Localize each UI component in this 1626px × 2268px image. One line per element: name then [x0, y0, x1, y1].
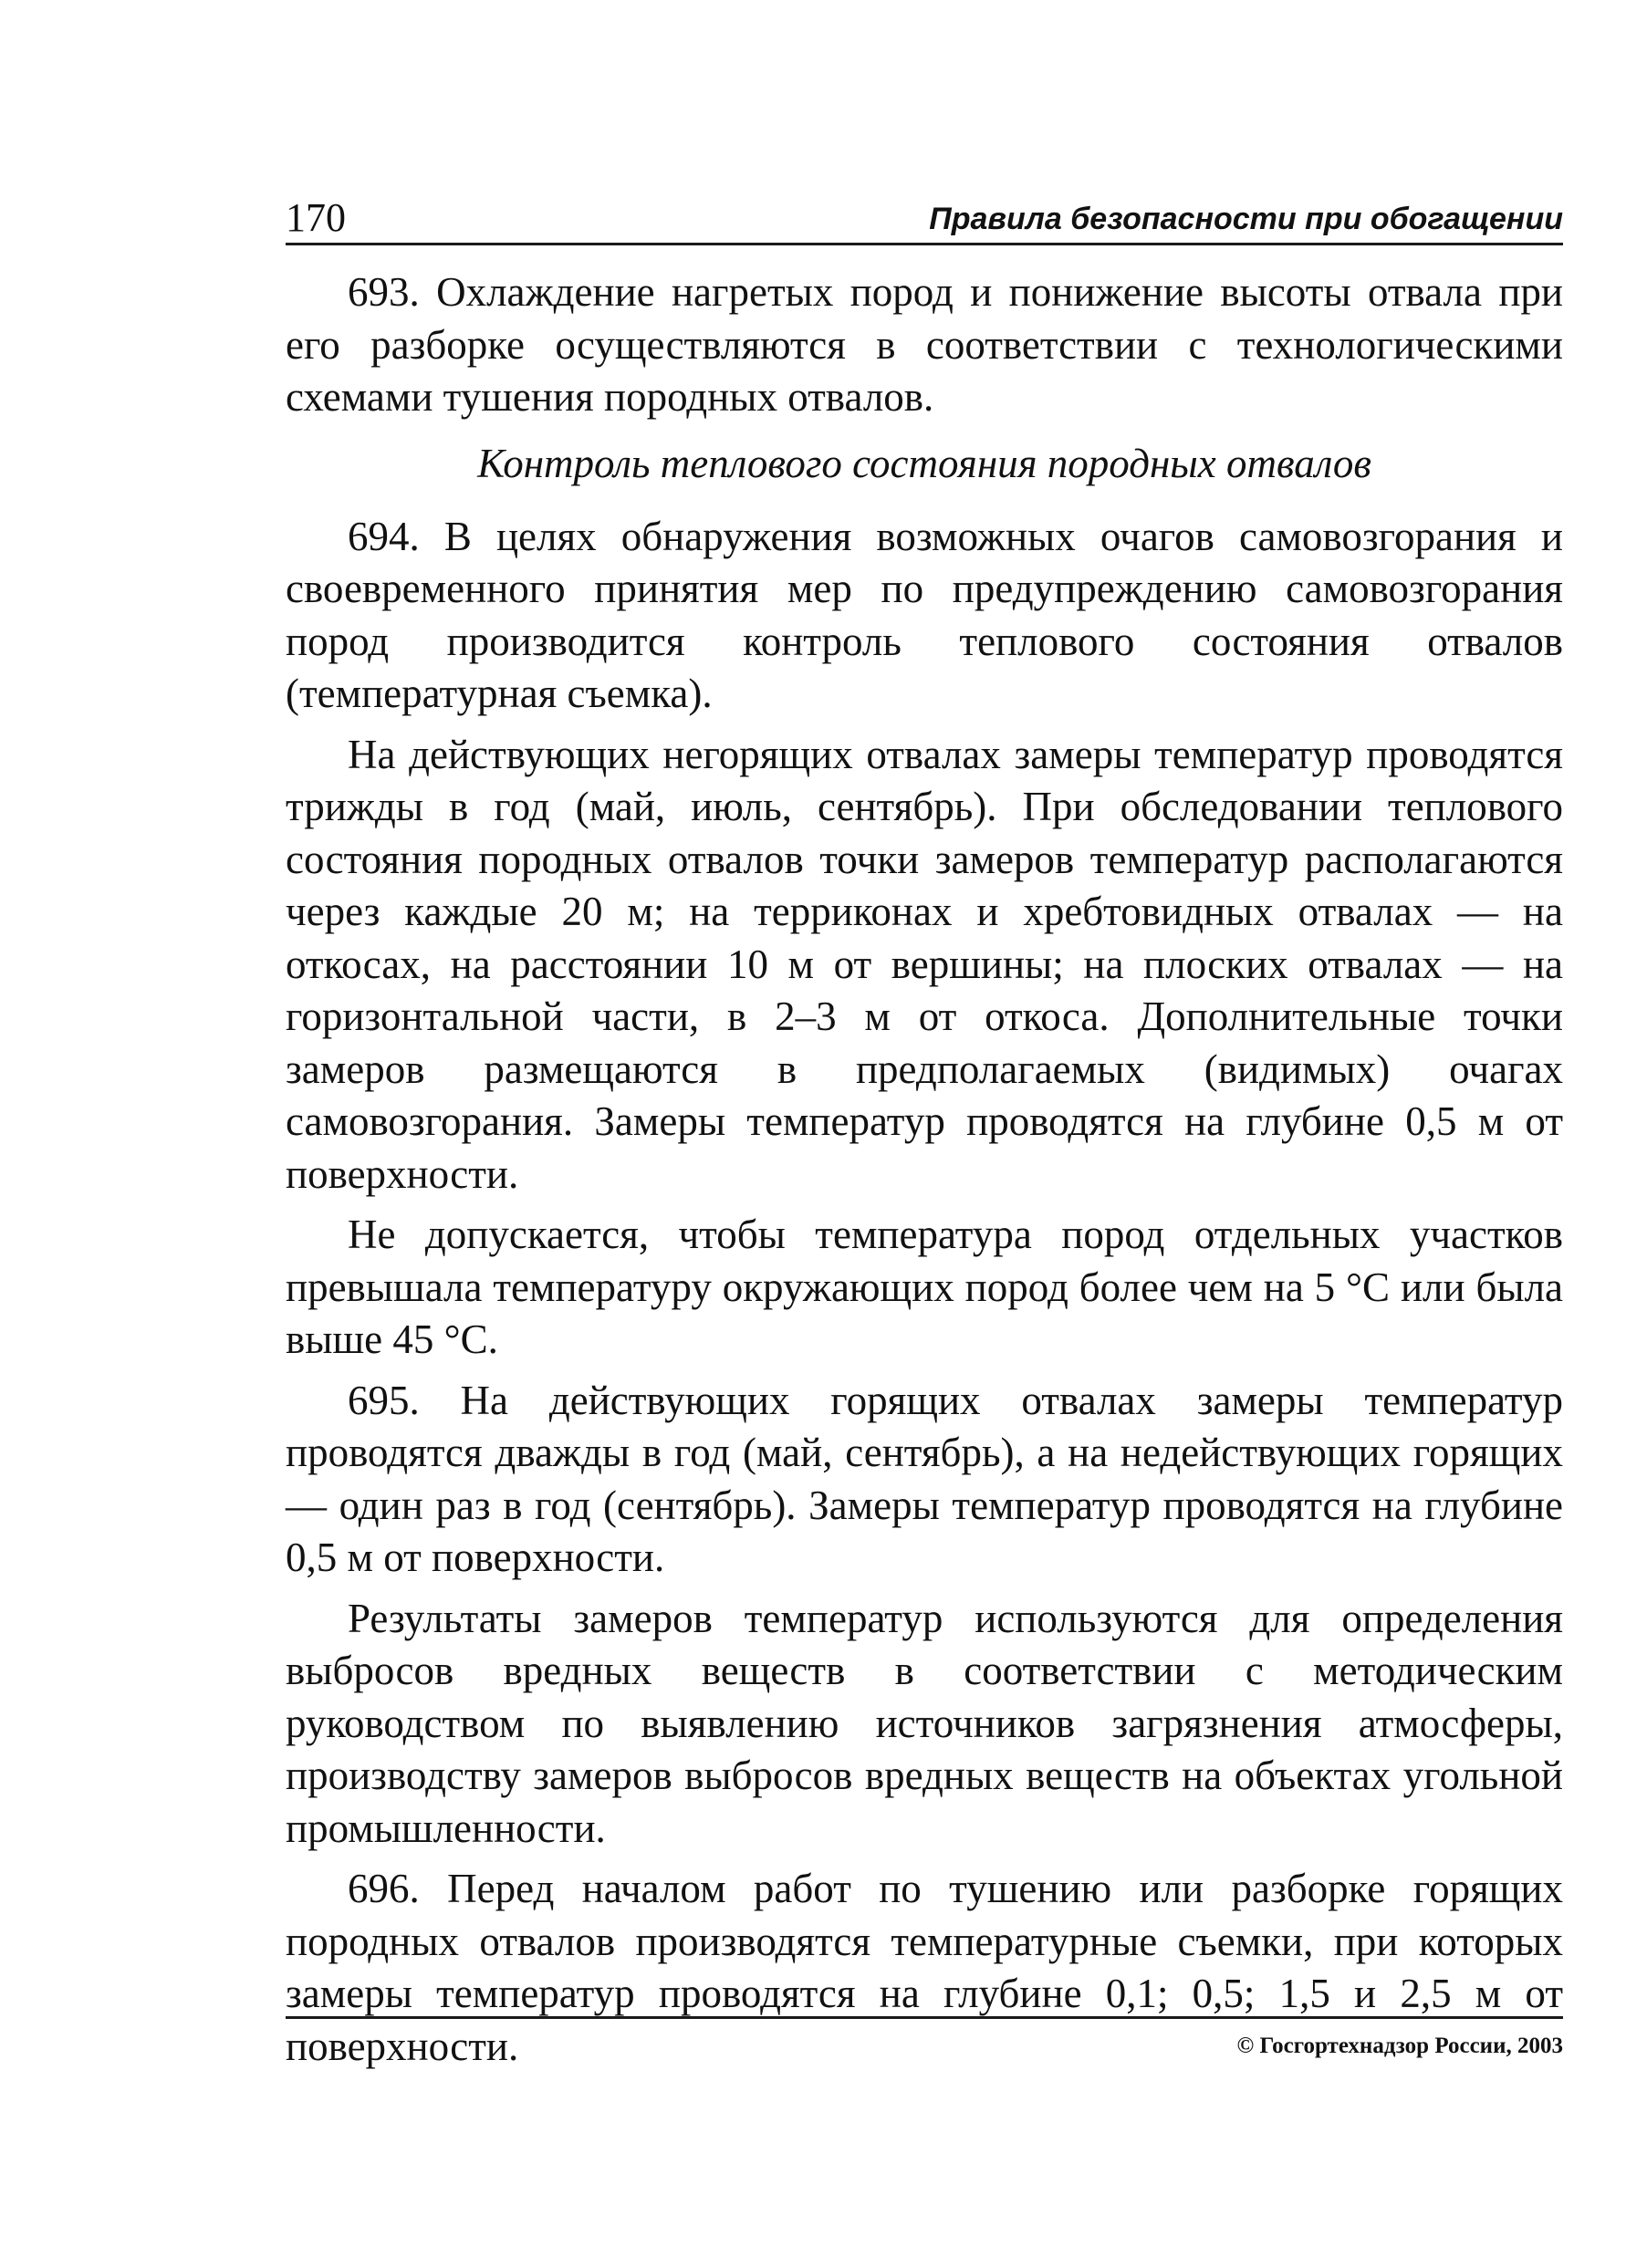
paragraph-694-measurements: На действующих негорящих отвалах замеры температур проводятся трижды в год (май, июль, сентябрь). При обследовании теплового состояния породных отвалов точки замеров температур располагаются через каждые 20 м; на терриконах и хребтовидных отвалах — на откосах, на расстоянии 10 м от вершины; на плоских отвалах — на горизонтальной части, в 2–3 м от откоса. Дополнительные точки замеров размещаются в предполагаемых (видимых) очагах самовозгорания. Замеры температур проводятся на глубине 0,5 м от поверхности. [286, 731, 1563, 1197]
copyright-notice: © Госгортехнадзор России, 2003 [1236, 2034, 1563, 2058]
paragraph-694: 694. В целях обнаружения возможных очагов самовозгорания и своевременного принятия мер по предупреждению самовозгорания пород производится контроль теплового состояния отвалов (температурная съемка). [286, 513, 1563, 716]
paragraph-695-results: Результаты замеров температур используются для определения выбросов вредных веществ в соответствии с методическим руководством по выявлению источников загрязнения атмосферы, производству замеров выбросов вредных веществ на объектах угольной промышленности. [286, 1595, 1563, 1851]
paragraph-695: 695. На действующих горящих отвалах замеры температур проводятся дважды в год (май, сентябрь), а на недействующих горящих — один раз в год (сентябрь). Замеры температур проводятся на глубине 0,5 м от поверхности. [286, 1377, 1563, 1580]
page-header [286, 190, 1563, 245]
running-title: Правила безопасности при обогащении [929, 202, 1563, 236]
paragraph-693: 693. Охлаждение нагретых пород и понижение высоты отвала при его разборке осуществляются в соответствии с технологическими схемами тушения породных отвалов. [286, 269, 1563, 420]
page-number: 170 [286, 195, 346, 240]
paragraph-696: 696. Перед началом работ по тушению или разборке горящих породных отвалов производятся температурные съемки, при которых замеры температур проводятся на глубине 0,1; 0,5; 1,5 и 2,5 м от поверхности. [286, 1866, 1563, 2069]
body-text [286, 266, 1563, 2081]
paragraph-694-limits: Не допускается, чтобы температура пород отдельных участков превышала температуру окружающих пород более чем на 5 °С или была выше 45 °С. [286, 1212, 1563, 1362]
page-footer [286, 2016, 1563, 2058]
section-heading: Контроль теплового состояния породных отвалов [477, 440, 1371, 486]
